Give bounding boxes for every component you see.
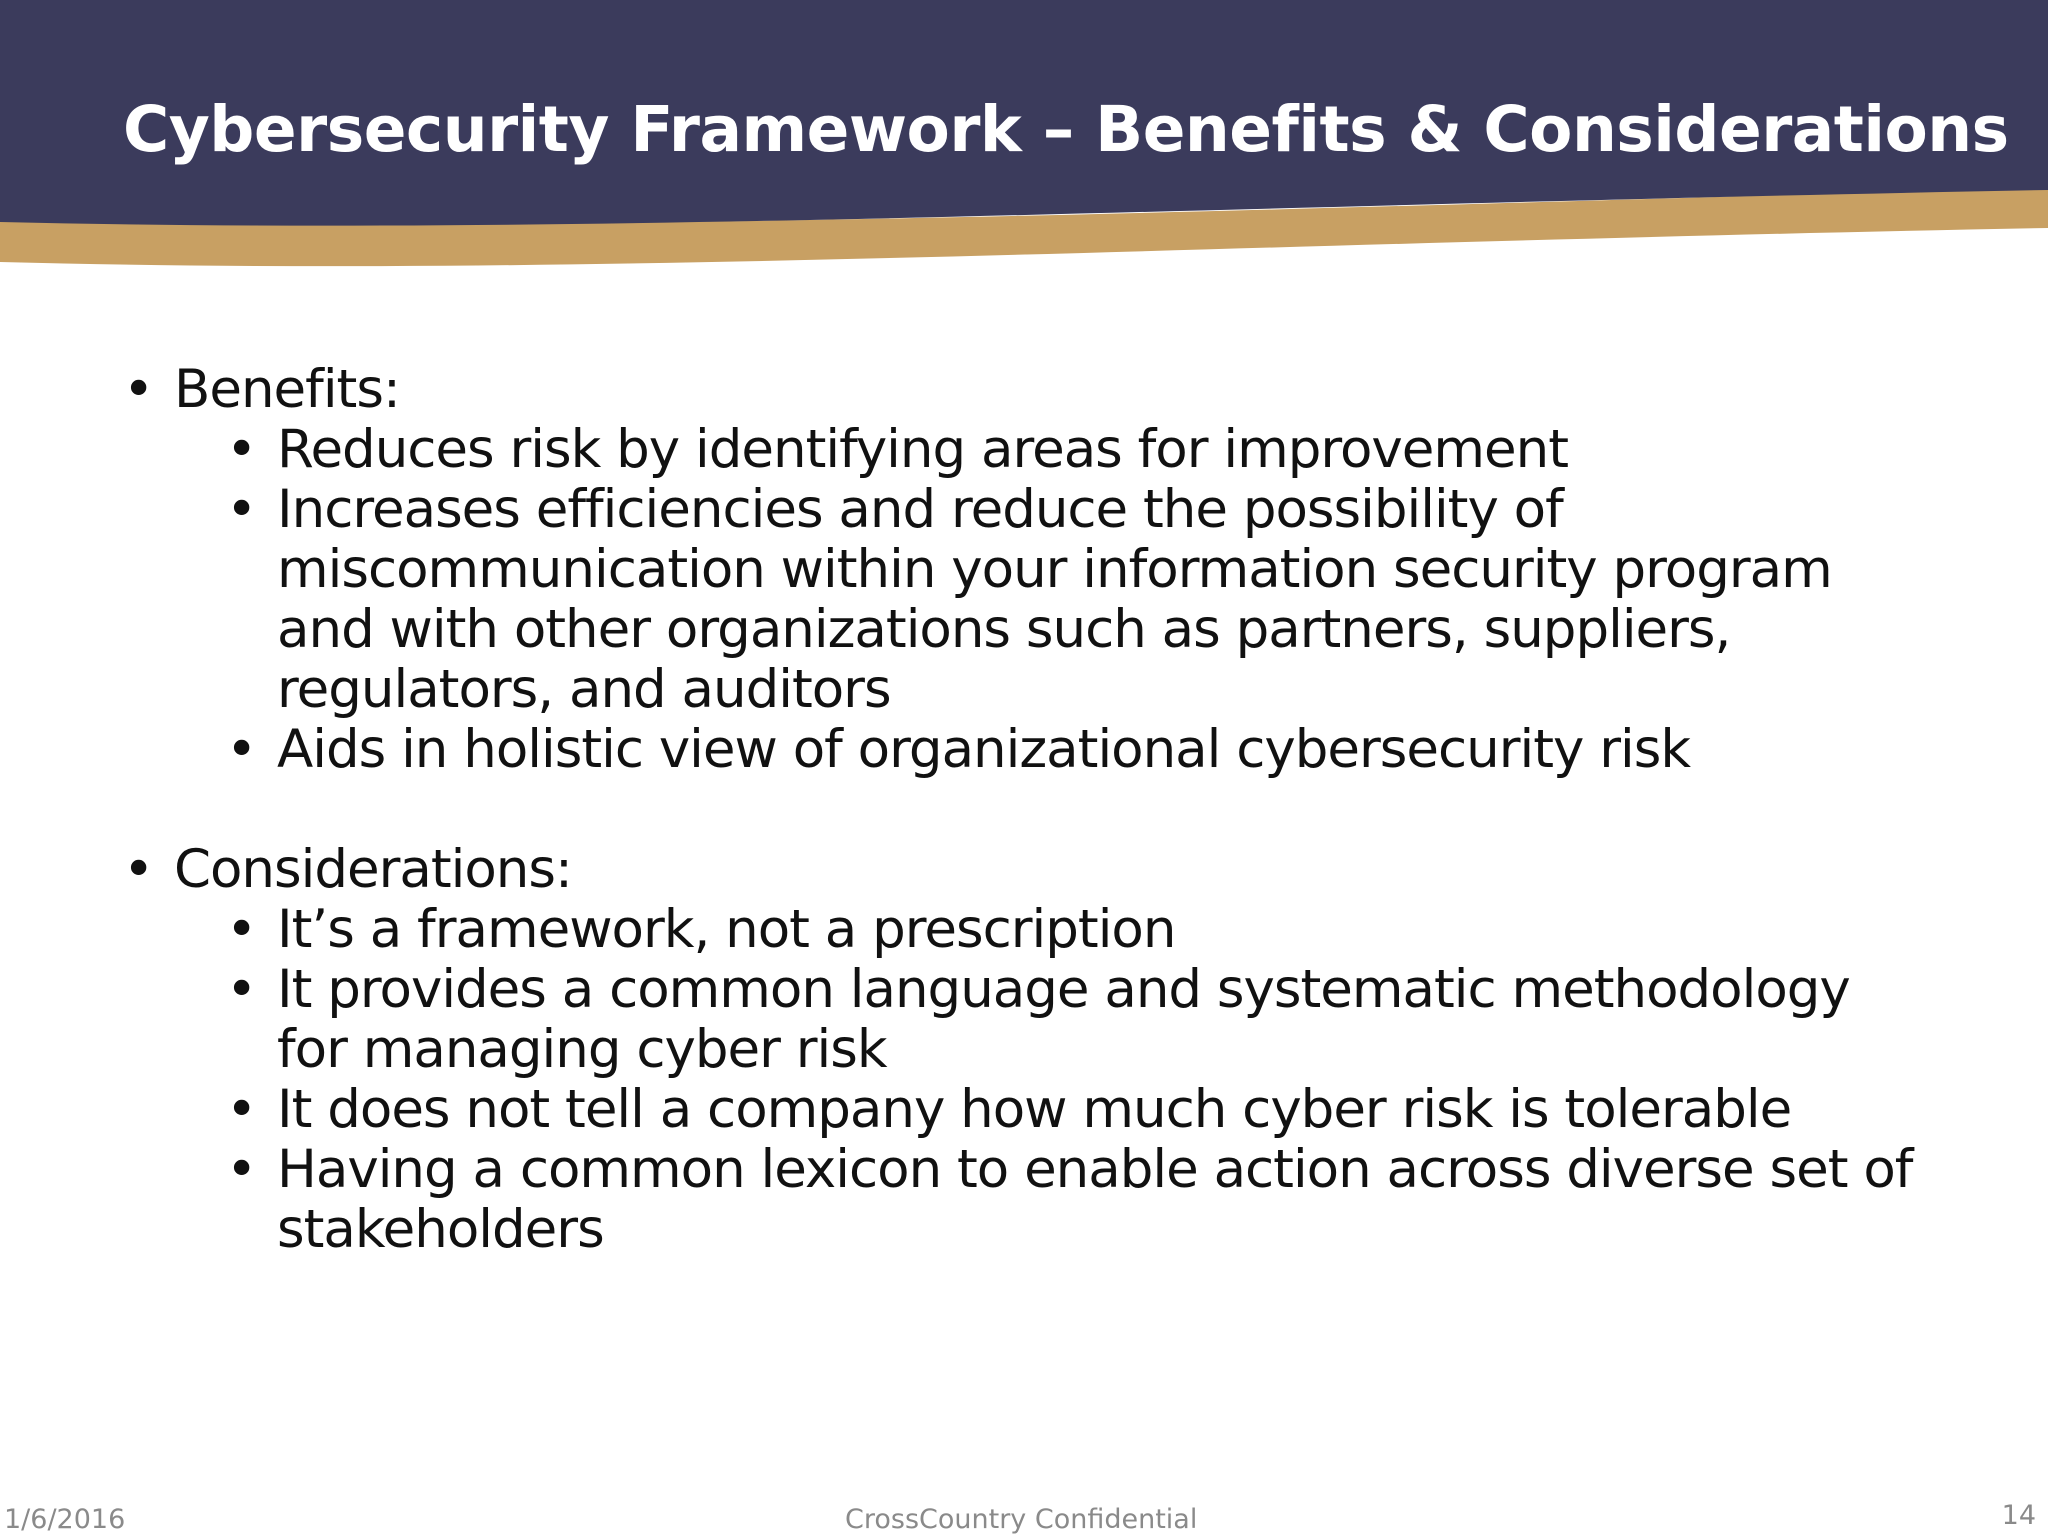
- bullet-icon: •: [226, 719, 257, 780]
- bullet-icon: •: [226, 899, 257, 960]
- bullet-icon: •: [123, 839, 154, 900]
- list-item-text: Increases efficiencies and reduce the possibility of miscommunication within your information security program and with other organizations such as partners, suppliers, regulators, and auditors: [277, 479, 1832, 720]
- bullet-icon: •: [226, 419, 257, 480]
- bullet-icon: •: [226, 479, 257, 540]
- list-item: [123, 1140, 1923, 1260]
- list-item-text: It’s a framework, not a prescription: [277, 899, 1176, 960]
- list-item: [123, 720, 1923, 780]
- list-item: [123, 1080, 1923, 1140]
- benefits-section: [123, 360, 1923, 780]
- considerations-heading: [123, 840, 1923, 900]
- benefits-list: [123, 420, 1923, 780]
- considerations-list: [123, 900, 1923, 1260]
- considerations-section: [123, 840, 1923, 1260]
- considerations-heading-text: Considerations:: [174, 839, 572, 900]
- list-item: [123, 420, 1923, 480]
- bullet-icon: •: [123, 359, 154, 420]
- list-item-text: Reduces risk by identifying areas for improvement: [277, 419, 1568, 480]
- footer-date: 1/6/2016: [4, 1504, 126, 1535]
- list-item: [123, 900, 1923, 960]
- benefits-heading-text: Benefits:: [174, 359, 400, 420]
- list-item-text: Aids in holistic view of organizational cybersecurity risk: [277, 719, 1691, 780]
- list-item-text: It provides a common language and systematic methodology for managing cyber risk: [277, 959, 1850, 1080]
- benefits-heading: [123, 360, 1923, 420]
- list-item-text: It does not tell a company how much cyber risk is tolerable: [277, 1079, 1792, 1140]
- list-item-text: Having a common lexicon to enable action across diverse set of stakeholders: [277, 1139, 1913, 1260]
- bullet-icon: •: [226, 1079, 257, 1140]
- slide-title: Cybersecurity Framework – Benefits & Considerations: [123, 93, 2009, 166]
- bullet-icon: •: [226, 959, 257, 1020]
- slide-number: 14: [2001, 1500, 2036, 1531]
- list-item: [123, 960, 1923, 1080]
- list-item: [123, 480, 1923, 720]
- footer-confidential: CrossCountry Confidential: [845, 1504, 1198, 1535]
- slide-body: [123, 360, 1923, 1320]
- bullet-icon: •: [226, 1139, 257, 1200]
